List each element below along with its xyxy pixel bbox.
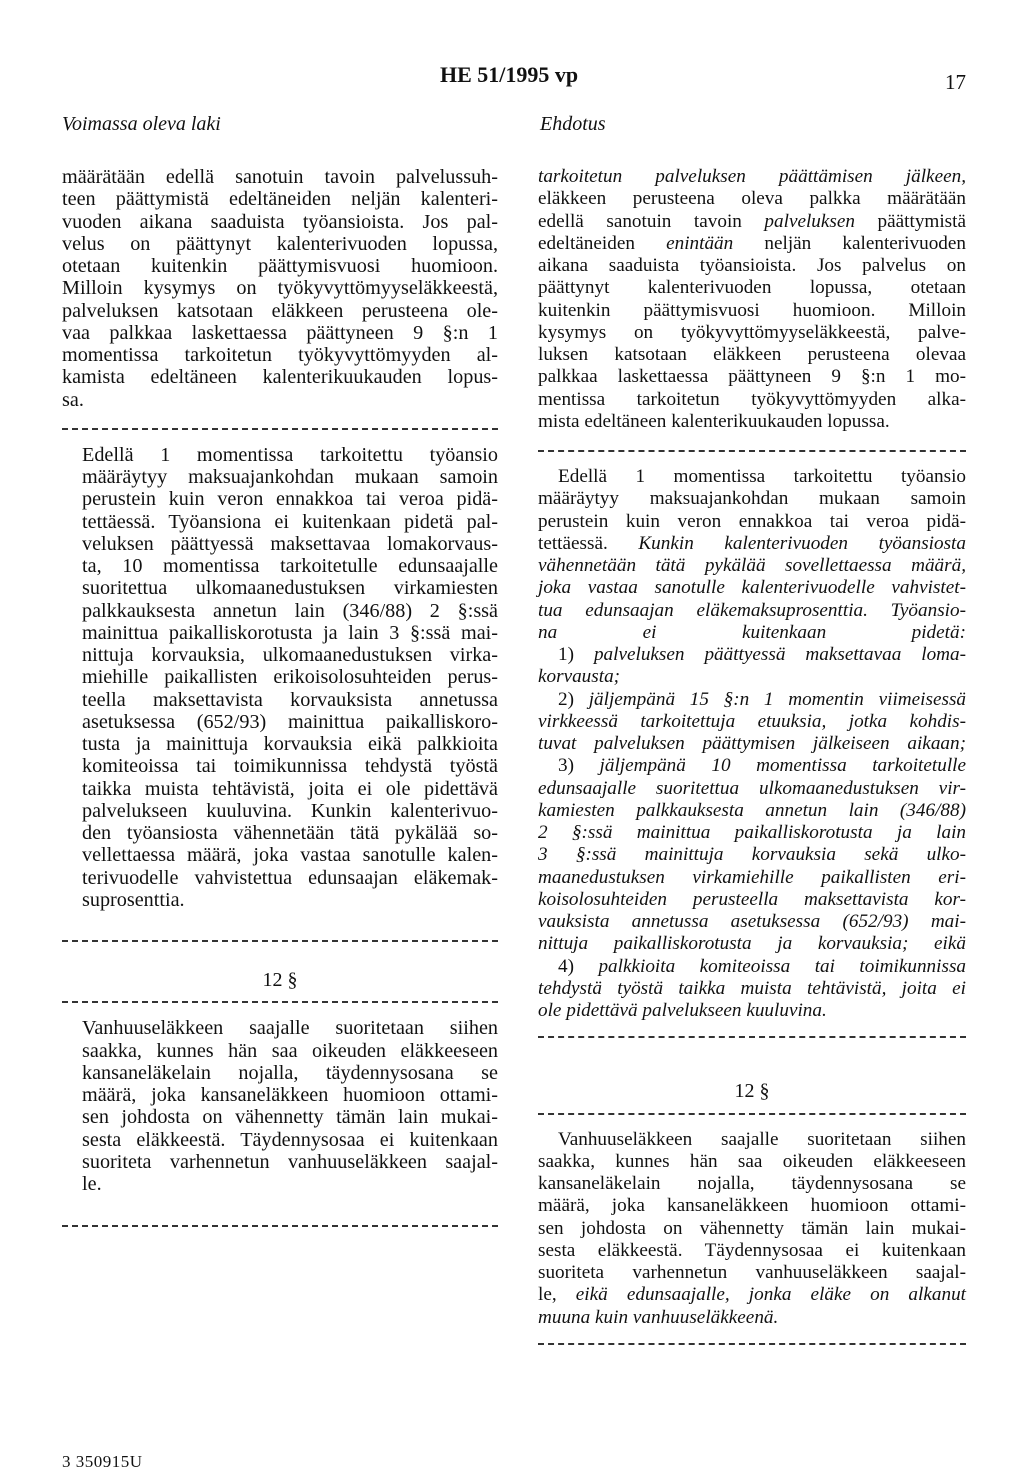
text-line: kuitenkin päättymisvuosi huomioon. Milloin (538, 299, 966, 321)
dashed-separator (538, 1343, 966, 1345)
dashed-separator (62, 1001, 498, 1003)
text-line: sa. (62, 388, 84, 411)
text-line: vaa palkkaa laskettaessa päättyneen 9 §:n 1 (62, 321, 498, 344)
dashed-separator (538, 1036, 966, 1038)
text-line: mista edeltäneen kalenterikuukauden lopussa. (538, 410, 890, 432)
text-line: virkkeessä tarkoitettuja etuuksia, jotka kohdis- (538, 710, 966, 732)
text-line: mentissa tarkoitetun työkyvyttömyyden alka- (538, 388, 966, 410)
text-line: kamista edeltäneen kalenterikuukauden lopus- (62, 366, 498, 389)
text-line: 2 §:ssä mainittua paikalliskorotusta ja lain (538, 822, 966, 843)
text-line: suoritettua ulkomaanedustuksen virkamiesten (82, 577, 498, 600)
text-line: määrä, joka kansaneläkkeen huomioon ottami- (82, 1084, 498, 1106)
text-line: komiteoissa tai toimikunnissa tehdystä työstä (82, 755, 498, 778)
text-line: 2) jäljempänä 15 §:n 1 momentin viimeisessä (558, 688, 967, 710)
text-line: le, eikä edunsaajalle, jonka eläke on alkanut (538, 1284, 966, 1306)
text-line: Vanhuuseläkkeen saajalle suoritetaan siihen (82, 1017, 498, 1040)
text-line: le. (82, 1173, 102, 1195)
text-line: päättynyt kalenterivuoden lopussa, otetaan (538, 277, 966, 299)
text-line: suprosenttia. (82, 888, 185, 911)
text-line: kamiesten palkkauksesta annetun lain (346/88) (538, 799, 966, 821)
text-line: vellettaessa määrä, joka vastaa sanotulle kalen- (82, 844, 498, 867)
document-code: 3 350915U (62, 1452, 143, 1471)
text-line: tarkoitetun palveluksen päättämisen jälkeen, (538, 166, 966, 187)
text-line: asetuksessa (652/93) mainittua paikalliskoro- (82, 710, 498, 733)
left-column (62, 166, 498, 1227)
text-line: tua edunsaajan eläkemaksuprosenttia. Työansio- (538, 599, 966, 621)
text-line: sen johdosta on vähennetty tämän lain mukai- (538, 1217, 966, 1239)
text-line: saakka, kunnes hän saa oikeuden eläkkeeseen (538, 1150, 966, 1172)
text-line: Edellä 1 momentissa tarkoitettu työansio (558, 466, 966, 487)
text-line: taikka muista tehtävistä, joita ei ole pidettävä (82, 777, 498, 800)
text-line: aikana saaduista työansioista. Jos palvelus on (538, 255, 966, 276)
text-line: korvausta; (538, 666, 621, 688)
text-line: tehdystä työstä taikka muista tehtävistä, joita ei (538, 977, 966, 999)
text-line: palkkauksesta annetun lain (346/88) 2 §:ssä (82, 599, 498, 622)
text-line: na ei kuitenkaan pidetä: (538, 621, 966, 643)
dashed-separator (62, 940, 498, 942)
dashed-separator (538, 450, 966, 452)
right-paragraph-1 (538, 166, 966, 433)
text-line: teella maksettavista korvauksista annetussa (82, 688, 498, 711)
text-line: perustein kuin veron ennakkoa tai veroa pidä- (538, 510, 966, 532)
text-line: otetaan kuitenkin päättymisvuosi huomioon. (62, 255, 498, 277)
text-line: suoriteta varhennetun vanhuuseläkkeen saajal- (82, 1150, 498, 1173)
dashed-separator (62, 1225, 498, 1227)
right-paragraph-3 (538, 1129, 966, 1329)
text-line: muuna kuin vanhuuseläkkeenä. (538, 1306, 779, 1328)
text-line: palkkaa laskettaessa päättyneen 9 §:n 1 mo- (538, 366, 966, 388)
text-line: määrä, joka kansaneläkkeen huomioon ottami- (538, 1195, 966, 1217)
text-line: Edellä 1 momentissa tarkoitettu työansio (82, 443, 498, 466)
text-line: edunsaajalle suoritettua ulkomaanedustuksen vir- (538, 777, 966, 799)
text-line: saakka, kunnes hän saa oikeuden eläkkeeseen (82, 1039, 498, 1062)
dashed-separator (538, 1113, 966, 1115)
text-line: edeltäneiden enintään neljän kalenterivuoden (538, 232, 966, 254)
text-line: perustein kuin veron ennakkoa tai veroa pidä- (82, 488, 498, 511)
text-line: sesta eläkkeestä. Täydennysosaa ei kuitenkaan (538, 1239, 966, 1261)
text-line: 4) palkkioita komiteoissa tai toimikunnissa (558, 955, 967, 977)
right-para2-lines (538, 466, 966, 1022)
text-line: momentissa tarkoitetun työkyvyttömyyden al- (62, 344, 498, 366)
page-header-title: HE 51/1995 vp (440, 62, 579, 87)
text-line: maanedustuksen virkamiehille paikallisten eri- (538, 866, 966, 888)
right-para1-lines (538, 166, 966, 433)
text-line: mainittua paikalliskorotusta ja lain 3 §:ssä mai- (82, 621, 498, 644)
right-column-heading: Ehdotus (540, 113, 606, 135)
text-line: ta, 10 momentissa tarkoitetulle edunsaajalle (82, 555, 498, 577)
text-line: palvelukseen kuuluvina. Kunkin kalenterivuo- (82, 799, 498, 822)
text-line: 1) palveluksen päättyessä maksettavaa loma- (558, 644, 967, 665)
right-paragraph-2 (538, 466, 966, 1022)
text-line: vähennetään tätä pykälää sovellettaessa määrä, (538, 555, 966, 576)
text-line: kansaneläkelain nojalla, täydennysosana se (538, 1173, 966, 1194)
page-number: 17 (945, 70, 966, 94)
text-line: vauksista annetussa asetuksessa (652/93) mai- (538, 911, 966, 932)
text-line: edellä sanotuin tavoin palveluksen päättymistä (538, 210, 966, 232)
text-line: sesta eläkkeestä. Täydennysosaa ei kuitenkaan (82, 1128, 498, 1151)
left-paragraph-1 (62, 166, 498, 411)
text-line: sen johdosta on vähennetty tämän lain mukai- (82, 1106, 498, 1129)
section-heading: 12 § (734, 1080, 770, 1103)
text-line: tettäessä. Työansiona ei kuitenkaan pidetä pal- (82, 510, 498, 533)
text-line: koisolosuhteiden perusteella maksettavista kor- (538, 888, 966, 910)
text-line: veluksen päättyessä maksettavaa lomakorvaus- (82, 532, 498, 555)
text-line: palveluksen katsotaan eläkkeen perusteena ole- (62, 299, 498, 322)
section-heading: 12 § (262, 969, 298, 991)
text-line: terivuodelle vahvistettua edunsaajan eläkemak- (82, 866, 498, 889)
text-line: miehille paikallisten erikoisolosuhteiden perus- (82, 666, 498, 689)
text-line: nittuja korvauksia, ulkomaanedustuksen virka- (82, 644, 498, 666)
text-line: teen päättymistä edeltäneiden neljän kalenteri- (62, 188, 498, 211)
left-column-heading: Voimassa oleva laki (62, 113, 221, 135)
text-line: 3) jäljempänä 10 momentissa tarkoitetulle (558, 755, 966, 777)
dashed-separator (62, 428, 498, 430)
text-line: tettäessä. Kunkin kalenterivuoden työansiosta (538, 532, 966, 554)
text-line: 3 §:ssä mainittuja korvauksia sekä ulko- (538, 844, 966, 866)
text-line: Milloin kysymys on työkyvyttömyyseläkkeestä, (62, 277, 498, 300)
left-paragraph-3 (62, 1017, 498, 1195)
text-line: Vanhuuseläkkeen saajalle suoritetaan siihen (558, 1128, 966, 1150)
text-line: kansaneläkelain nojalla, täydennysosana se (82, 1061, 498, 1084)
text-line: määräytyy maksuajankohdan mukaan samoin (82, 466, 498, 488)
text-line: tusta ja mainittuja korvauksia eikä palkkioita (82, 733, 498, 755)
right-para3-lines (538, 1129, 966, 1329)
text-line: ole pidettävä palvelukseen kuuluvina. (538, 1000, 827, 1021)
text-line: velus on päättynyt kalenterivuoden lopussa, (62, 232, 498, 255)
text-line: määräytyy maksuajankohdan mukaan samoin (538, 488, 966, 510)
text-line: määrätään edellä sanotuin tavoin palvelussuh- (62, 166, 498, 188)
text-line: suoriteta varhennetun vanhuuseläkkeen saajal- (538, 1262, 966, 1283)
text-line: tuvat palveluksen päättymisen jälkeiseen aikaan; (538, 733, 966, 754)
text-line: kysymys on työkyvyttömyyseläkkeestä, palve- (538, 321, 966, 343)
text-line: luksen katsotaan eläkkeen perusteena olevaa (538, 344, 966, 365)
text-line: joka vastaa sanotulle kalenterivuodelle vahvistet- (538, 577, 966, 599)
text-line: eläkkeen perusteena oleva palkka määrätään (538, 188, 966, 210)
text-line: nittuja paikalliskorotusta ja korvauksia; eikä (538, 933, 966, 955)
text-line: den työansiosta vähennetään tätä pykälää so- (82, 822, 498, 844)
left-paragraph-2 (62, 444, 498, 911)
text-line: vuoden aikana saaduista työansioista. Jos pal- (62, 210, 498, 233)
right-column (538, 166, 966, 1345)
